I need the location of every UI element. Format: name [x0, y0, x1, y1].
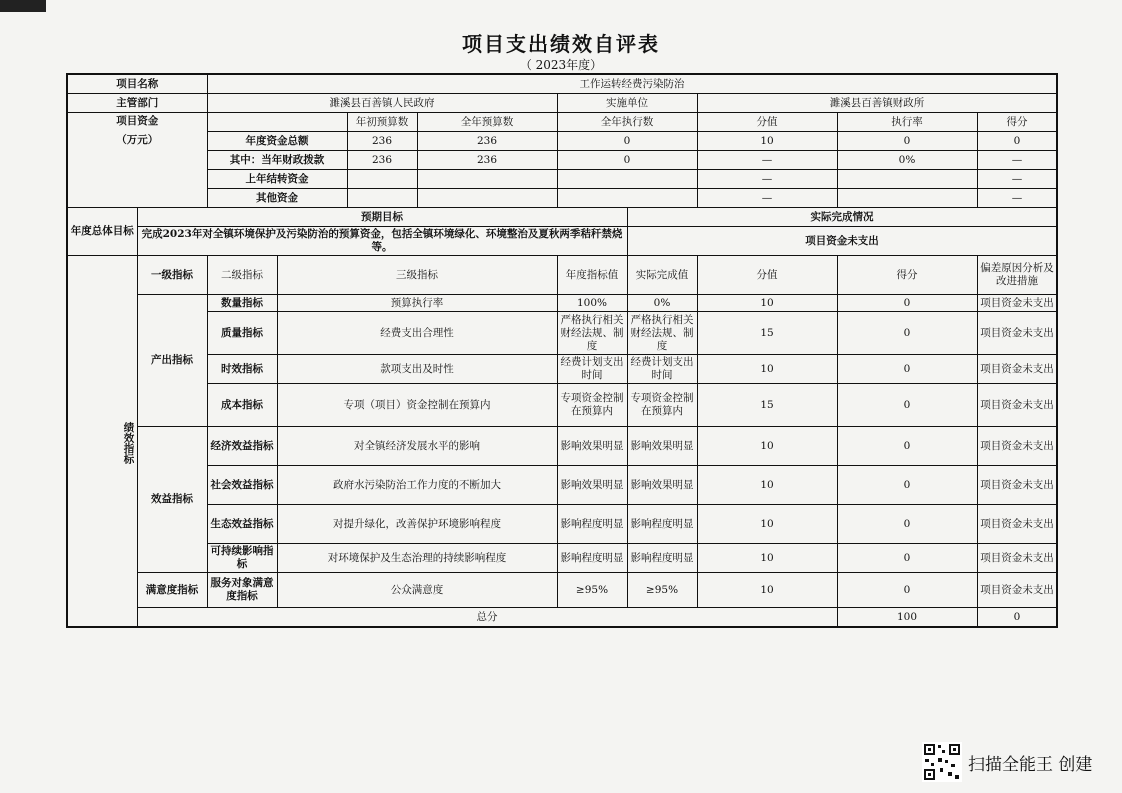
annual-goal-label: 年度总体目标: [67, 208, 137, 256]
funds-label: 项目资金: [116, 115, 159, 127]
header-actual: 实际完成值: [627, 256, 697, 295]
indicator-level3: 对环境保护及生态治理的持续影响程度: [277, 544, 557, 573]
funds-row-full: [417, 189, 557, 208]
total-score-value: 100: [837, 608, 977, 628]
indicator-level2: 社会效益指标: [207, 466, 277, 505]
indicator-analysis: 项目资金未支出: [977, 427, 1057, 466]
funds-label-cell: [67, 113, 207, 208]
indicator-actual: 影响程度明显: [627, 544, 697, 573]
indicator-level3: 专项（项目）资金控制在预算内: [277, 384, 557, 427]
funds-row-exec-rate: 0%: [837, 151, 977, 170]
indicator-level2: 质量指标: [207, 312, 277, 355]
funds-unit: （万元）: [116, 134, 159, 146]
funds-row: [67, 189, 1057, 208]
funds-row-exec: [557, 189, 697, 208]
indicator-score-value: 10: [697, 573, 837, 608]
expected-goal-text: 完成2023年对全镇环境保护及污染防治的预算资金，包括全镇环境绿化、环境整治及夏秋两季秸秆禁烧等。: [137, 227, 627, 256]
indicator-score-value: 10: [697, 466, 837, 505]
funds-row-score: 0: [977, 132, 1057, 151]
funds-row: [67, 151, 1057, 170]
indicator-score: 0: [837, 295, 977, 312]
funds-header-exec: 全年执行数: [557, 113, 697, 132]
funds-row-label: 上年结转资金: [207, 170, 347, 189]
header-level2: 二级指标: [207, 256, 277, 295]
indicator-actual: 专项资金控制在预算内: [627, 384, 697, 427]
indicator-score-value: 10: [697, 544, 837, 573]
funds-row-score: —: [977, 170, 1057, 189]
indicator-actual: 0%: [627, 295, 697, 312]
project-name-label: 项目名称: [67, 74, 207, 94]
indicator-target: 影响程度明显: [557, 505, 627, 544]
funds-row-exec-rate: 0: [837, 132, 977, 151]
indicator-score-value: 10: [697, 505, 837, 544]
performance-indicators-label: 绩效指标: [67, 256, 137, 628]
indicator-row: [67, 505, 1057, 544]
indicator-level3: 款项支出及时性: [277, 355, 557, 384]
scanner-watermark: 扫描全能王 创建: [968, 755, 1093, 775]
total-score: 0: [977, 608, 1057, 628]
dept-value: 濉溪县百善镇人民政府: [207, 94, 557, 113]
dept-label: 主管部门: [67, 94, 207, 113]
header-level3: 三级指标: [277, 256, 557, 295]
level1-benefit: 效益指标: [137, 427, 207, 573]
indicator-actual: 影响效果明显: [627, 427, 697, 466]
indicator-target: ≥95%: [557, 573, 627, 608]
actual-completion-text: 项目资金未支出: [627, 227, 1057, 256]
indicator-score-value: 10: [697, 295, 837, 312]
indicator-score: 0: [837, 544, 977, 573]
year-subtitle: （ 2023年度）: [519, 58, 603, 72]
indicator-row: [67, 427, 1057, 466]
funds-row-score: —: [977, 151, 1057, 170]
indicator-target: 影响程度明显: [557, 544, 627, 573]
indicator-analysis: 项目资金未支出: [977, 505, 1057, 544]
indicator-analysis: 项目资金未支出: [977, 573, 1057, 608]
page-title: 项目支出绩效自评表: [462, 32, 660, 56]
indicator-actual: 影响程度明显: [627, 505, 697, 544]
header-analysis: 偏差原因分析及改进措施: [977, 256, 1057, 295]
indicator-score: 0: [837, 505, 977, 544]
funds-row: [67, 132, 1057, 151]
indicator-analysis: 项目资金未支出: [977, 312, 1057, 355]
funds-row-score-value: —: [697, 189, 837, 208]
header-score-value: 分值: [697, 256, 837, 295]
indicator-score-value: 10: [697, 427, 837, 466]
indicator-level3: 政府水污染防治工作力度的不断加大: [277, 466, 557, 505]
indicator-row: [67, 312, 1057, 355]
funds-row-full: 236: [417, 132, 557, 151]
funds-row-score-value: —: [697, 151, 837, 170]
funds-header-full: 全年预算数: [417, 113, 557, 132]
indicator-actual: 严格执行相关财经法规、制度: [627, 312, 697, 355]
funds-row-score-value: —: [697, 170, 837, 189]
funds-row-full: 236: [417, 151, 557, 170]
actual-completion-label: 实际完成情况: [627, 208, 1057, 227]
funds-row-label: 其他资金: [207, 189, 347, 208]
funds-row-start: [347, 170, 417, 189]
funds-row-exec-rate: [837, 170, 977, 189]
funds-header-exec-rate: 执行率: [837, 113, 977, 132]
indicator-row: [67, 544, 1057, 573]
indicator-analysis: 项目资金未支出: [977, 466, 1057, 505]
indicator-score: 0: [837, 384, 977, 427]
funds-row-exec: 0: [557, 151, 697, 170]
funds-row-start: 236: [347, 132, 417, 151]
indicator-target: 严格执行相关财经法规、制度: [557, 312, 627, 355]
indicator-row: [67, 355, 1057, 384]
indicator-level2: 生态效益指标: [207, 505, 277, 544]
indicator-score-value: 15: [697, 312, 837, 355]
funds-row-full: [417, 170, 557, 189]
funds-row-score-value: 10: [697, 132, 837, 151]
funds-row-label: 年度资金总额: [207, 132, 347, 151]
indicator-actual: ≥95%: [627, 573, 697, 608]
scan-edge-mark: [0, 0, 46, 12]
indicator-level3: 经费支出合理性: [277, 312, 557, 355]
indicator-target: 专项资金控制在预算内: [557, 384, 627, 427]
indicator-level2: 经济效益指标: [207, 427, 277, 466]
indicator-level3: 预算执行率: [277, 295, 557, 312]
qr-code-icon: [922, 742, 962, 782]
indicator-analysis: 项目资金未支出: [977, 544, 1057, 573]
impl-value: 濉溪县百善镇财政所: [697, 94, 1057, 113]
funds-row-exec-rate: [837, 189, 977, 208]
indicator-actual: 影响效果明显: [627, 466, 697, 505]
funds-row-exec: 0: [557, 132, 697, 151]
indicator-level2: 时效指标: [207, 355, 277, 384]
indicator-analysis: 项目资金未支出: [977, 355, 1057, 384]
level1-satisfaction: 满意度指标: [137, 573, 207, 608]
indicator-level3: 对全镇经济发展水平的影响: [277, 427, 557, 466]
indicator-score: 0: [837, 466, 977, 505]
indicator-analysis: 项目资金未支出: [977, 384, 1057, 427]
funds-blank-header: [207, 113, 347, 132]
indicator-target: 100%: [557, 295, 627, 312]
indicator-score: 0: [837, 427, 977, 466]
indicator-row: [67, 384, 1057, 427]
funds-row-start: [347, 189, 417, 208]
level1-output: 产出指标: [137, 295, 207, 427]
funds-row: [67, 170, 1057, 189]
funds-header-score: 得分: [977, 113, 1057, 132]
indicator-score: 0: [837, 312, 977, 355]
indicator-row: [67, 573, 1057, 608]
indicator-score-value: 10: [697, 355, 837, 384]
self-evaluation-table: [66, 73, 1058, 628]
indicator-actual: 经费计划支出时间: [627, 355, 697, 384]
header-target: 年度指标值: [557, 256, 627, 295]
funds-row-label: 其中：当年财政拨款: [207, 151, 347, 170]
indicator-level2: 可持续影响指标: [207, 544, 277, 573]
indicator-score: 0: [837, 355, 977, 384]
header-level1: 一级指标: [137, 256, 207, 295]
funds-header-start: 年初预算数: [347, 113, 417, 132]
indicator-level2: 数量指标: [207, 295, 277, 312]
impl-label: 实施单位: [557, 94, 697, 113]
funds-row-start: 236: [347, 151, 417, 170]
header-score: 得分: [837, 256, 977, 295]
indicator-analysis: 项目资金未支出: [977, 295, 1057, 312]
funds-row-score: —: [977, 189, 1057, 208]
indicator-target: 经费计划支出时间: [557, 355, 627, 384]
expected-goal-label: 预期目标: [137, 208, 627, 227]
indicator-score-value: 15: [697, 384, 837, 427]
funds-header-score-value: 分值: [697, 113, 837, 132]
indicator-level3: 公众满意度: [277, 573, 557, 608]
indicator-score: 0: [837, 573, 977, 608]
indicator-target: 影响效果明显: [557, 427, 627, 466]
indicator-row: [67, 295, 1057, 312]
indicator-row: [67, 466, 1057, 505]
indicator-level2: 服务对象满意度指标: [207, 573, 277, 608]
total-label: 总分: [137, 608, 837, 628]
funds-row-exec: [557, 170, 697, 189]
indicator-target: 影响效果明显: [557, 466, 627, 505]
indicator-level2: 成本指标: [207, 384, 277, 427]
project-name-value: 工作运转经费污染防治: [207, 74, 1057, 94]
indicator-level3: 对提升绿化，改善保护环境影响程度: [277, 505, 557, 544]
